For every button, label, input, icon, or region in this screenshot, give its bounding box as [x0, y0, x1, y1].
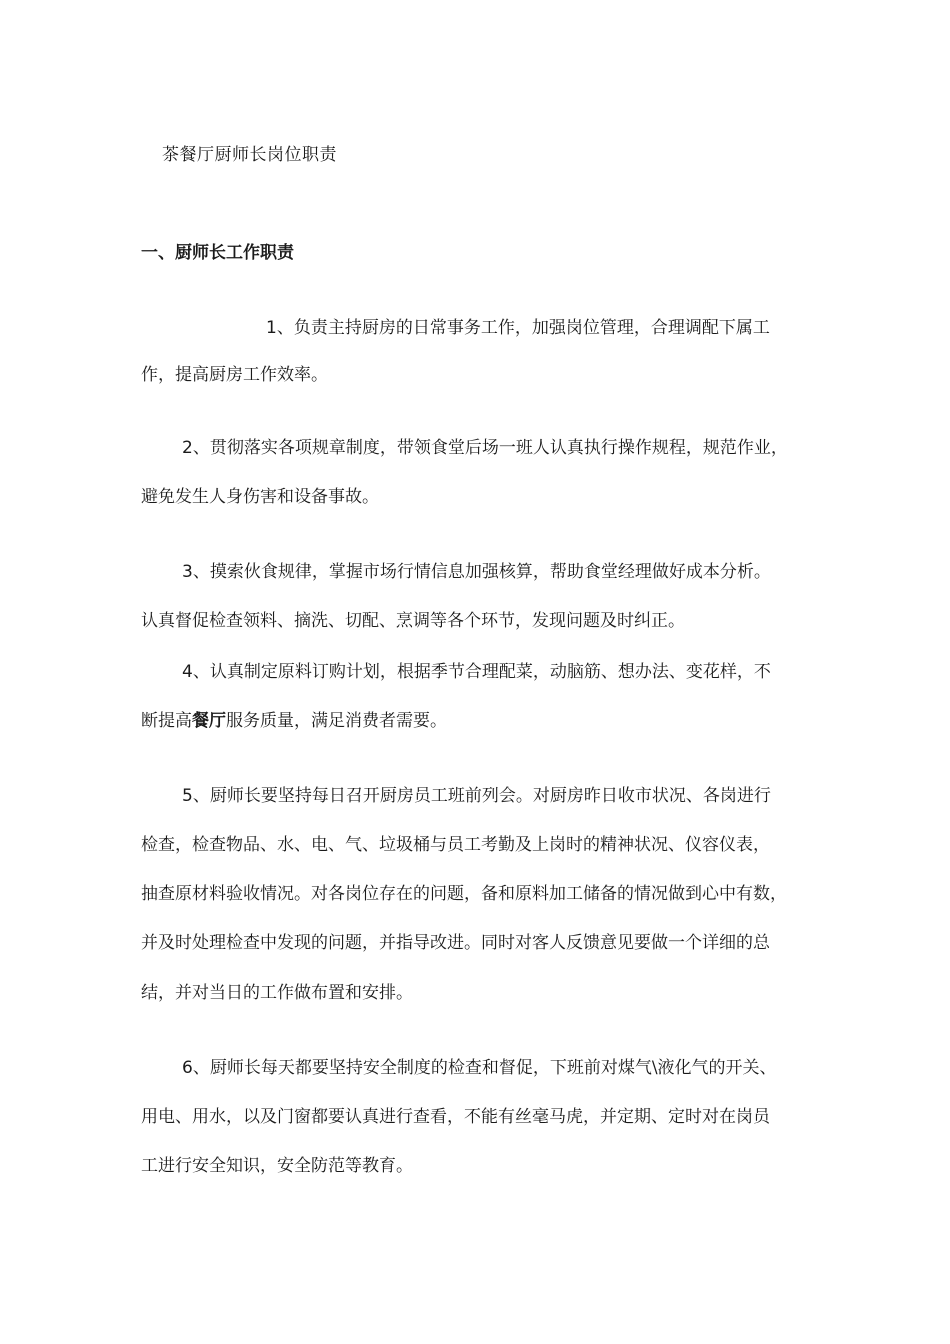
item-4-text-2-pre: 断提高 — [141, 711, 192, 731]
item-4-line-2 — [141, 709, 447, 733]
item-3-line-2: 认真督促检查领料、摘洗、切配、烹调等各个环节，发现问题及时纠正。 — [141, 611, 685, 631]
item-5-line-1 — [182, 784, 771, 808]
item-1-line-1 — [266, 316, 770, 340]
item-5-text-1: 、厨师长要坚持每日召开厨房员工班前列会。对厨房昨日收市状况、各岗进行 — [192, 786, 771, 806]
item-4-text-2-post: 服务质量，满足消费者需要。 — [226, 711, 447, 731]
document-title: 茶餐厅厨师长岗位职责 — [162, 145, 337, 165]
item-5-line-5: 结，并对当日的工作做布置和安排。 — [141, 983, 413, 1003]
item-3-number: 3 — [182, 562, 193, 582]
item-3-text-1: 、摸索伙食规律，掌握市场行情信息加强核算，帮助食堂经理做好成本分析。 — [192, 562, 771, 582]
item-4-number: 4 — [182, 662, 193, 682]
item-1-line-2: 作，提高厨房工作效率。 — [141, 365, 328, 385]
item-6-line-2: 用电、用水，以及门窗都要认真进行查看，不能有丝毫马虎，并定期、定时对在岗员 — [141, 1107, 770, 1127]
item-5-line-2: 检查，检查物品、水、电、气、垃圾桶与员工考勤及上岗时的精神状况、仪容仪表， — [141, 835, 770, 855]
item-5-line-4: 并及时处理检查中发现的问题，并指导改进。同时对客人反馈意见要做一个详细的总 — [141, 933, 770, 953]
item-4-text-2-bold: 餐厅 — [192, 711, 226, 731]
item-2-number: 2 — [182, 438, 193, 458]
item-2-line-1 — [182, 436, 788, 460]
item-5-line-3: 抽查原材料验收情况。对各岗位存在的问题，备和原料加工储备的情况做到心中有数， — [141, 884, 787, 904]
item-1-number: 1 — [266, 318, 277, 338]
section-heading: 一、厨师长工作职责 — [141, 243, 294, 263]
item-6-number: 6 — [182, 1058, 193, 1078]
item-6-line-1 — [182, 1056, 777, 1080]
item-6-text-1: 、厨师长每天都要坚持安全制度的检查和督促，下班前对煤气\液化气的开关、 — [192, 1058, 777, 1078]
item-4-text-1: 、认真制定原料订购计划，根据季节合理配菜，动脑筋、想办法、变花样，不 — [192, 662, 771, 682]
item-2-text-1: 、贯彻落实各项规章制度，带领食堂后场一班人认真执行操作规程，规范作业， — [192, 438, 788, 458]
item-3-line-1 — [182, 560, 771, 584]
item-2-line-2: 避免发生人身伤害和设备事故。 — [141, 487, 379, 507]
item-4-line-1 — [182, 660, 771, 684]
item-6-line-3: 工进行安全知识，安全防范等教育。 — [141, 1156, 413, 1176]
item-5-number: 5 — [182, 786, 193, 806]
item-1-text-1: 、负责主持厨房的日常事务工作，加强岗位管理，合理调配下属工 — [276, 318, 770, 338]
